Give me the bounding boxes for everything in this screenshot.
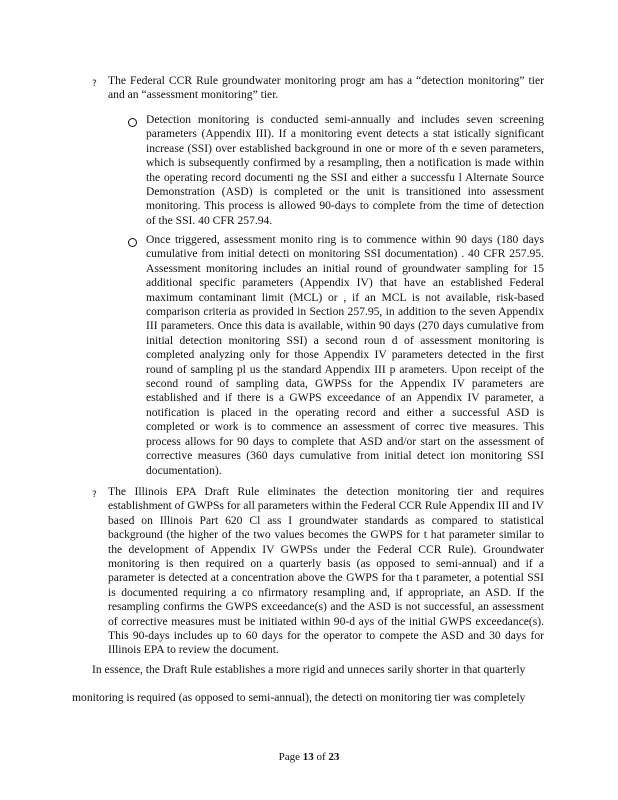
circle-bullet-icon (128, 238, 137, 247)
page-footer (0, 750, 618, 764)
sub-item-text: Once triggered, assessment monito ring is to commence within 90 days (180 days cumulative from initial detecti on monitoring SSI documentation) . 40 CFR 257.95. Assessment monitoring includes an initial round of groundwater sampling for 15 additional specific parameters (Appendix IV) that have an established Federal maximum contaminant limit (MCL) or , if an MCL is not available, risk-based comparison criteria as provided in Section 257.95, in addition to the seven Appendix III parameters. Once this data is available, within 90 days (270 days cumulative from initial detection monitoring SSI) a second roun d of assessment monitoring is completed analyzing only for those Appendix IV parameters detected in the first round of sampling pl us the standard Appendix III p arameters. Upon receipt of the second round of sampling data, GWPSs for the Appendix IV parameters are established and if there is a GWPS exceedance of an Appendix IV parameter, a notification is placed in the operating record and either a successful ASD is completed or work is to commence an assessment of correc tive measures. This process allows for 90 days to complete that ASD and/or start on the assessment of corrective measures (360 days cumulative from initial detect ion monitoring SSI documentation). (146, 233, 544, 477)
bullet-item-illinois-rule (108, 485, 544, 658)
footer-prefix: Page (278, 751, 303, 763)
bullet-marker: ? (92, 79, 97, 89)
page-number: 13 (302, 751, 314, 763)
bullet-marker: ? (92, 490, 97, 500)
closing-line-2: monitoring is required (as opposed to semi-annual), the detecti on monitoring tier was completely (72, 691, 526, 704)
closing-line-1: In essence, the Draft Rule establishes a more rigid and unneces sarily shorter in that quarterly (92, 663, 526, 676)
page-total: 23 (328, 751, 340, 763)
bullet-text: The Federal CCR Rule groundwater monitoring progr am has a “detection monitoring” tier and an “assessment monitoring” tier. (108, 74, 544, 102)
bullet-item-federal-rule (108, 74, 544, 103)
footer-middle: of (313, 751, 329, 763)
sub-item-text: Detection monitoring is conducted semi-annually and includes seven screening parameters (Appendix III). If a monitoring event detects a stat istically significant increase (SSI) over established background in one or more of th e seven parameters, which is subsequently confirmed by a resampling, then a notification is made within the operating record documenti ng the SSI and either a successfu l Alternate Source Demonstration (ASD) is completed or the unit is transitioned into assessment monitoring. This process is allowed 90-days to complete from the time of detection of the SSI. 40 CFR 257.94. (146, 113, 544, 227)
bullet-text: The Illinois EPA Draft Rule eliminates the detection monitoring tier and requires establishment of GWPSs for all parameters within the Federal CCR Rule Appendix III and IV based on Illinois Part 620 Cl ass I groundwater standards as compared to statistical background (the higher of the two values becomes the GWPS for t hat parameter similar to the development of Appendix IV GWPSs under the Federal CCR Rule). Groundwater monitoring is then required on a quarterly basis (as opposed to semi-annual) and if a parameter is detected at a concentration above the GWPS for tha t parameter, a potential SSI is documented requiring a co nfirmatory resampling and, if appropriate, an ASD. If the resampling confirms the GWPS exceedance(s) and the ASD is not successful, an assessment of corrective measures must be initiated within 90-d ays of the initial GWPS exceedance(s). This 90-days includes up to 60 days for the operator to compete the ASD and 30 days for Illinois EPA to review the document. (108, 485, 544, 657)
circle-bullet-icon (128, 118, 137, 127)
sub-item-detection-monitoring (146, 113, 544, 228)
sub-item-assessment-monitoring (146, 233, 544, 478)
